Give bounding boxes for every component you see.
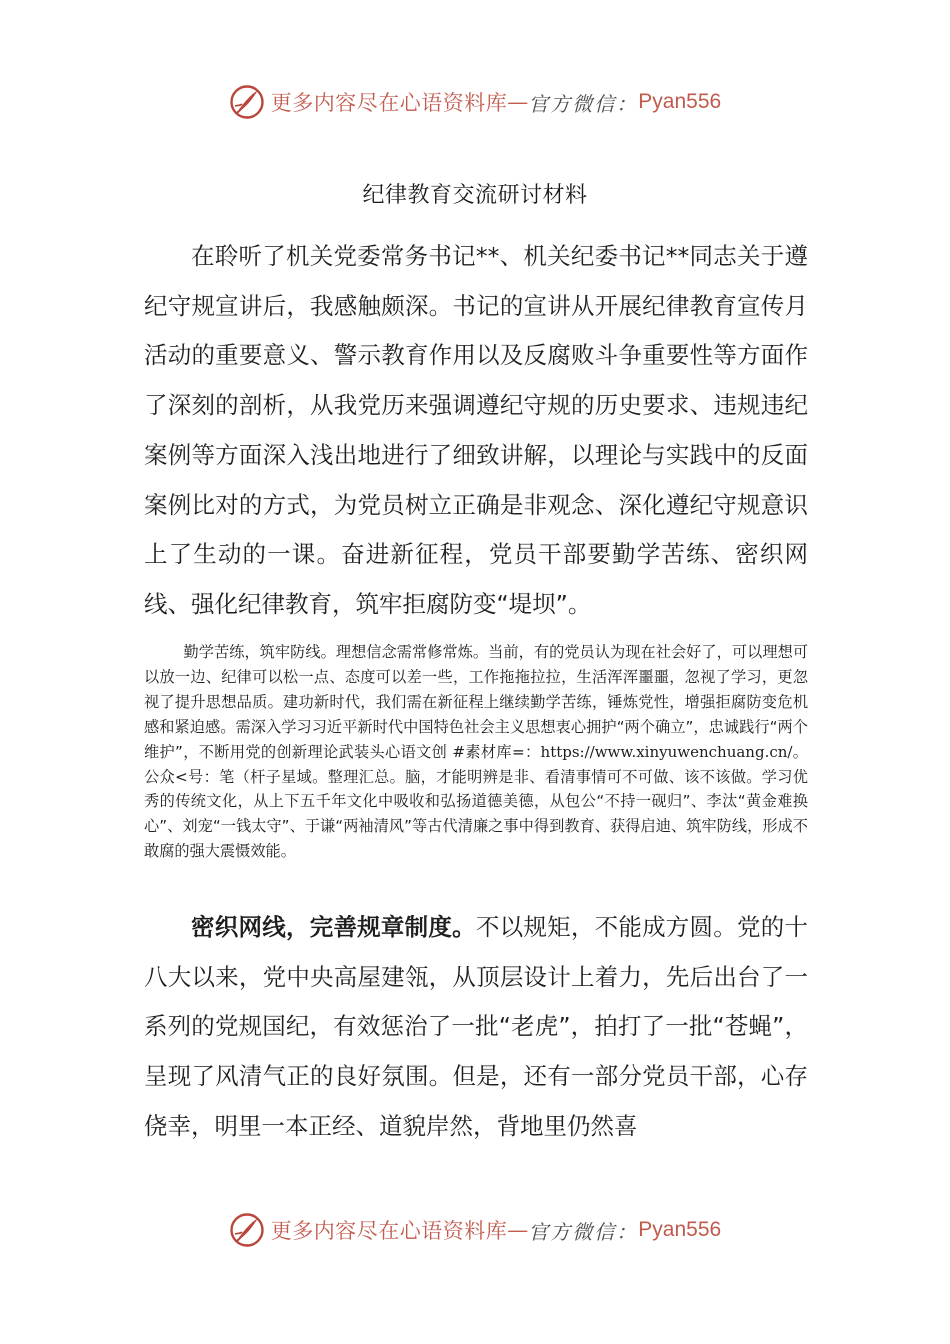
study-paragraph-text-2: 。公众<号：笔（杆子星域。整理汇总。脑，才能明辨是非、看清事情可不可做、该不该做。学习优秀的传统文化，从上下五千年文化中吸收和弘扬道德美德，从包公“不持一砚归”、李汰“黄金难换心”、刘宠“一钱太守”、于谦“两袖清风”等古代清廉之事中得到教育、获得启迪、筑牢防线，形成不敢腐的强大震慑效能。	[144, 742, 808, 861]
header-banner	[0, 80, 950, 124]
banner-wechat-label: 官方微信：	[528, 1219, 639, 1244]
banner-wechat-label: 官方微信：	[528, 91, 639, 116]
banner-separator: —	[507, 1218, 529, 1242]
study-paragraph	[144, 640, 808, 864]
intro-paragraph: 在聆听了机关党委常务书记**、机关纪委书记**同志关于遵纪守规宣讲后，我感触颇深。书记的宣讲从开展纪律教育宣传月活动的重要意义、警示教育作用以及反腐败斗争重要性等方面作了深刻的剖析，从我党历来强调遵纪守规的历史要求、违规违纪案例等方面深入浅出地进行了细致讲解，以理论与实践中的反面案例比对的方式，为党员树立正确是非观念、深化遵纪守规意识上了生动的一课。奋进新征程，党员干部要勤学苦练、密织网线、强化纪律教育，筑牢拒腐防变“堤坝”。	[144, 242, 808, 618]
regulation-paragraph-body: 不以规矩，不能成方圆。党的十八大以来，党中央高屋建瓴，从顶层设计上着力，先后出台了一系列的党规国纪，有效惩治了一批“老虎”，拍打了一批“苍蝇”，呈现了风清气正的良好氛围。但是，还有一部分党员干部，心存侥幸，明里一本正经、道貌岸然，背地里仍然喜	[144, 913, 809, 1140]
footer-banner	[0, 1208, 950, 1252]
source-url: https://www.xinyuwenchuang.cn/	[540, 742, 793, 761]
banner-separator: —	[507, 90, 529, 114]
regulation-paragraph-lead: 密织网线，完善规章制度。	[191, 913, 476, 941]
banner-wechat-id: Pyan556	[638, 90, 722, 113]
banner-site-text: 更多内容尽在心语资料库	[270, 1219, 508, 1243]
regulation-paragraph	[144, 903, 808, 1152]
quill-logo-icon	[229, 84, 265, 120]
quill-logo-icon	[229, 1212, 265, 1248]
banner-wechat-id: Pyan556	[638, 1218, 722, 1241]
banner-site-text: 更多内容尽在心语资料库	[270, 91, 508, 115]
study-paragraph-text-1: 勤学苦练，筑牢防线。理想信念需常修常炼。当前，有的党员认为现在社会好了，可以理想可以放一边、纪律可以松一点、态度可以差一些，工作拖拖拉拉，生活浑浑噩噩，忽视了学习，更忽视了提升思想品质。建功新时代，我们需在新征程上继续勤学苦练，锤炼党性，增强拒腐防变危机感和紧迫感。需深入学习习近平新时代中国特色社会主义思想衷心拥护“两个确立”，忠诚践行“两个维护”，不断用党的创新理论武装头心语文创 #素材库=：	[144, 643, 808, 761]
document-title: 纪律教育交流研讨材料	[362, 183, 588, 208]
